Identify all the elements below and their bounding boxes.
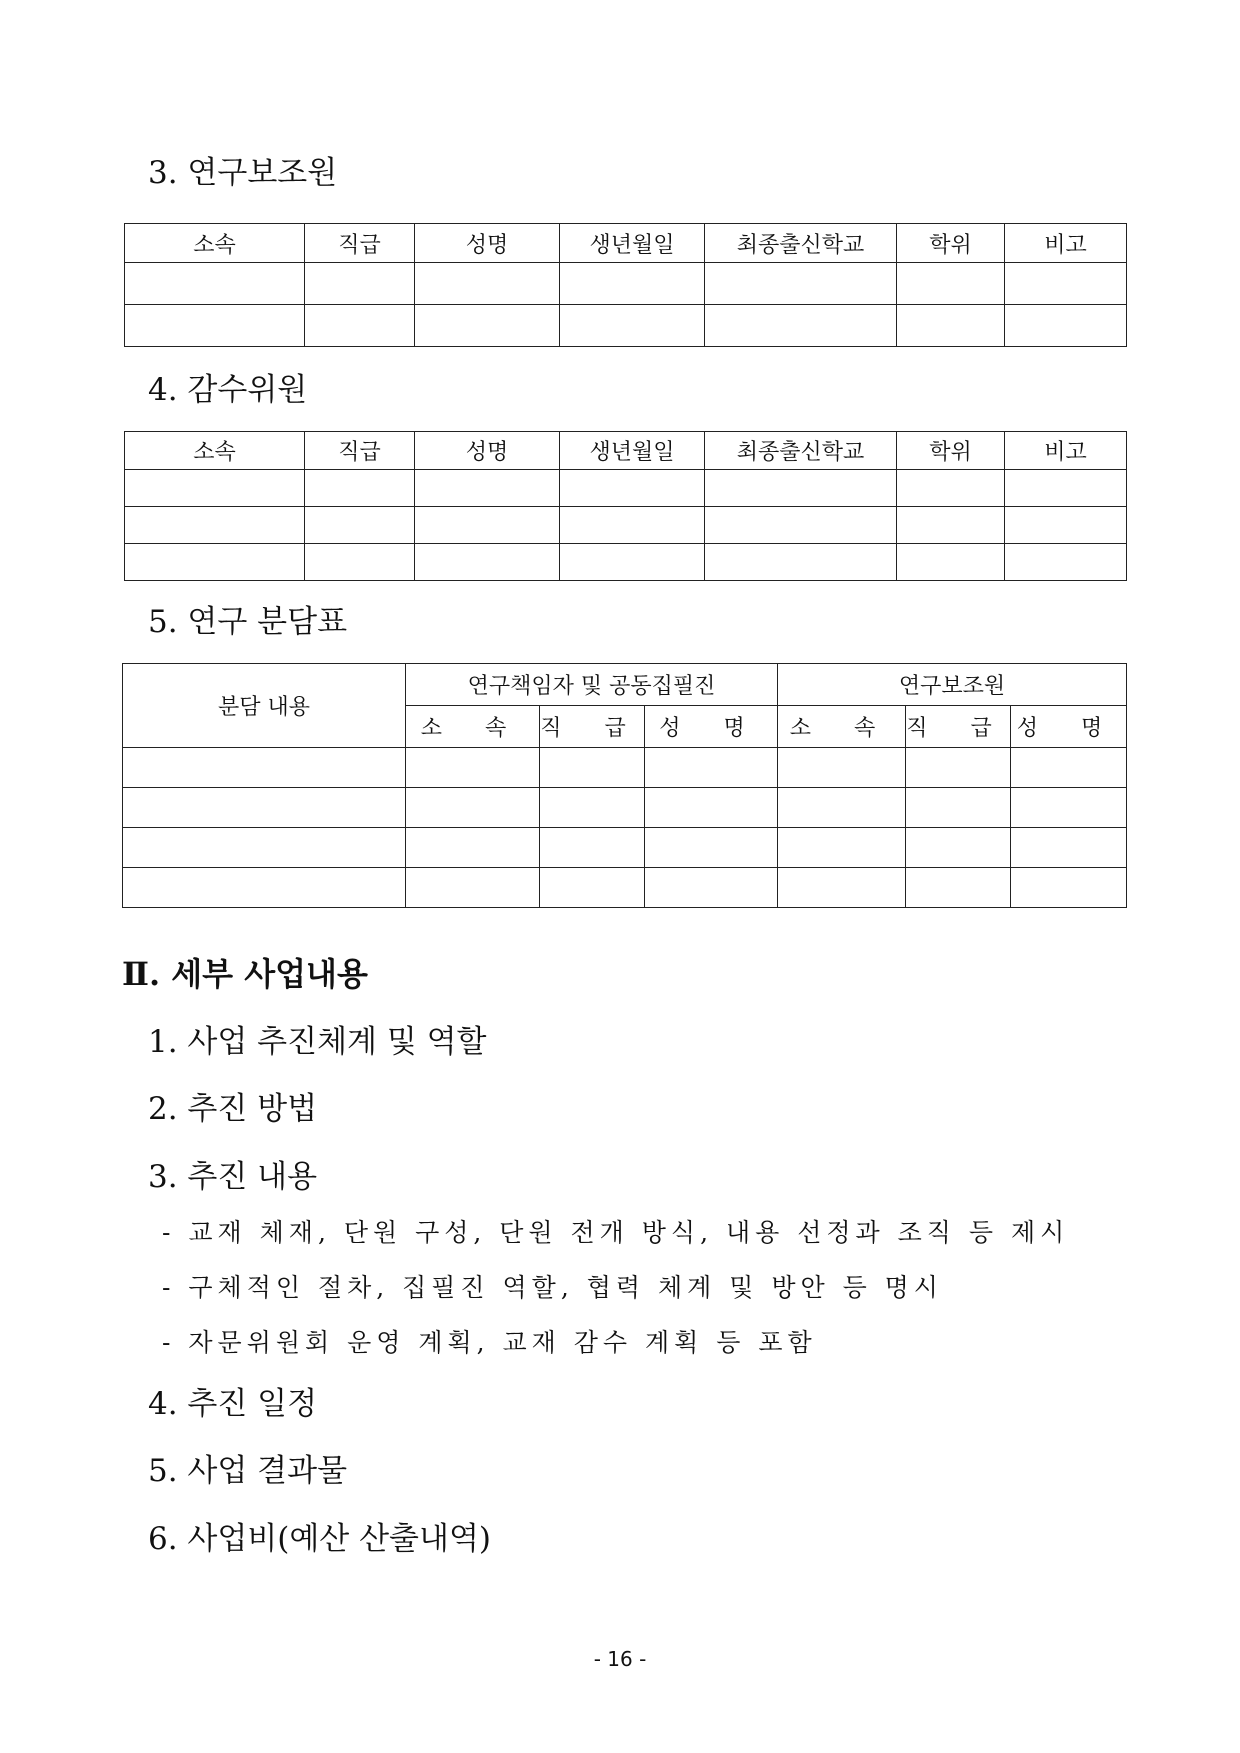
col-degree: 학위 xyxy=(897,432,1005,470)
table-cell xyxy=(305,470,415,507)
table-cell xyxy=(560,507,705,544)
table-cell xyxy=(1011,868,1127,908)
table-cell xyxy=(540,828,645,868)
table-cell xyxy=(305,305,415,347)
table-cell xyxy=(1011,748,1127,788)
table-row xyxy=(125,507,1127,544)
col-rank: 직급 xyxy=(305,432,415,470)
table-cell xyxy=(125,305,305,347)
supervisor-heading: 4. 감수위원 xyxy=(148,372,308,408)
table-cell xyxy=(305,507,415,544)
table-cell xyxy=(415,305,560,347)
table-row xyxy=(125,470,1127,507)
table-row xyxy=(125,305,1127,347)
table-cell xyxy=(897,544,1005,581)
col-birthdate: 생년월일 xyxy=(560,432,705,470)
table-cell xyxy=(125,263,305,305)
col-affiliation: 소속 xyxy=(125,224,305,263)
table-cell xyxy=(540,868,645,908)
table-cell xyxy=(305,544,415,581)
table-header-row xyxy=(125,224,1127,263)
table-cell xyxy=(406,868,540,908)
col-birthdate: 생년월일 xyxy=(560,224,705,263)
col-name: 성명 xyxy=(415,224,560,263)
table-cell xyxy=(645,788,778,828)
table-cell xyxy=(125,507,305,544)
col-name: 성명 xyxy=(415,432,560,470)
table-cell xyxy=(415,544,560,581)
page-number: - 16 - xyxy=(593,1647,647,1671)
table-cell xyxy=(645,868,778,908)
table-cell xyxy=(123,788,406,828)
part2-item-deliverables: 5. 사업 결과물 xyxy=(148,1453,348,1489)
table-cell xyxy=(705,470,897,507)
table-cell xyxy=(305,263,415,305)
table-cell xyxy=(906,828,1011,868)
col-lead-rank: 직 급 xyxy=(540,706,645,748)
table-cell xyxy=(705,305,897,347)
table-cell xyxy=(645,828,778,868)
table-cell xyxy=(123,868,406,908)
col-affiliation: 소속 xyxy=(125,432,305,470)
table-row xyxy=(123,788,1127,828)
table-cell xyxy=(540,788,645,828)
table-cell xyxy=(1011,788,1127,828)
table-cell xyxy=(906,748,1011,788)
table-header-row xyxy=(123,664,1127,706)
group-research-assistants: 연구보조원 xyxy=(778,664,1127,706)
table-cell xyxy=(897,507,1005,544)
table-cell xyxy=(123,748,406,788)
table-cell xyxy=(406,828,540,868)
table-cell xyxy=(560,305,705,347)
research-assistant-table xyxy=(124,223,1127,347)
part2-title: Ⅱ. 세부 사업내용 xyxy=(122,955,368,993)
table-cell xyxy=(415,470,560,507)
part2-item-structure: 1. 사업 추진체계 및 역할 xyxy=(148,1024,487,1060)
table-cell xyxy=(705,263,897,305)
table-cell xyxy=(778,748,906,788)
col-assistant-affiliation: 소 속 xyxy=(778,706,906,748)
table-cell xyxy=(415,507,560,544)
table-cell xyxy=(125,470,305,507)
table-header-row xyxy=(125,432,1127,470)
table-cell xyxy=(1005,544,1127,581)
table-cell xyxy=(406,748,540,788)
part2-item-method: 2. 추진 방법 xyxy=(148,1091,318,1127)
table-cell xyxy=(406,788,540,828)
part2-item-budget: 6. 사업비(예산 산출내역) xyxy=(148,1521,491,1557)
table-cell xyxy=(897,305,1005,347)
col-last-school: 최종출신학교 xyxy=(705,224,897,263)
supervisor-table xyxy=(124,431,1127,581)
table-row xyxy=(125,263,1127,305)
table-cell xyxy=(415,263,560,305)
table-cell xyxy=(906,868,1011,908)
table-cell xyxy=(560,263,705,305)
content-detail-item: - 자문위원회 운영 계획, 교재 감수 계획 등 포함 xyxy=(162,1328,817,1357)
table-cell xyxy=(125,544,305,581)
division-heading: 5. 연구 분담표 xyxy=(148,604,348,640)
col-assistant-name: 성 명 xyxy=(1011,706,1127,748)
table-cell xyxy=(705,507,897,544)
table-cell xyxy=(540,748,645,788)
col-rank: 직급 xyxy=(305,224,415,263)
col-assistant-rank: 직 급 xyxy=(906,706,1011,748)
research-assistant-heading: 3. 연구보조원 xyxy=(148,155,338,191)
table-cell xyxy=(123,828,406,868)
content-detail-item: - 교재 체재, 단원 구성, 단원 전개 방식, 내용 선정과 조직 등 제시 xyxy=(162,1218,1070,1247)
table-cell xyxy=(778,868,906,908)
table-cell xyxy=(906,788,1011,828)
part2-item-schedule: 4. 추진 일정 xyxy=(148,1386,318,1422)
table-cell xyxy=(778,788,906,828)
table-cell xyxy=(1011,828,1127,868)
table-row xyxy=(123,828,1127,868)
col-lead-affiliation: 소 속 xyxy=(406,706,540,748)
table-cell xyxy=(705,544,897,581)
part2-item-content: 3. 추진 내용 xyxy=(148,1159,318,1195)
col-note: 비고 xyxy=(1005,224,1127,263)
table-row xyxy=(123,748,1127,788)
col-lead-name: 성 명 xyxy=(645,706,778,748)
table-cell xyxy=(778,828,906,868)
table-cell xyxy=(1005,263,1127,305)
table-cell xyxy=(1005,470,1127,507)
col-note: 비고 xyxy=(1005,432,1127,470)
table-cell xyxy=(897,263,1005,305)
division-table xyxy=(122,663,1127,908)
content-detail-item: - 구체적인 절차, 집필진 역할, 협력 체계 및 방안 등 명시 xyxy=(162,1273,943,1302)
col-degree: 학위 xyxy=(897,224,1005,263)
col-last-school: 최종출신학교 xyxy=(705,432,897,470)
table-cell xyxy=(1005,507,1127,544)
table-cell xyxy=(645,748,778,788)
table-cell xyxy=(897,470,1005,507)
group-lead-authors: 연구책임자 및 공동집필진 xyxy=(406,664,778,706)
table-cell xyxy=(560,470,705,507)
table-row xyxy=(125,544,1127,581)
col-division-content: 분담 내용 xyxy=(123,664,406,748)
table-row xyxy=(123,868,1127,908)
table-cell xyxy=(1005,305,1127,347)
table-cell xyxy=(560,544,705,581)
